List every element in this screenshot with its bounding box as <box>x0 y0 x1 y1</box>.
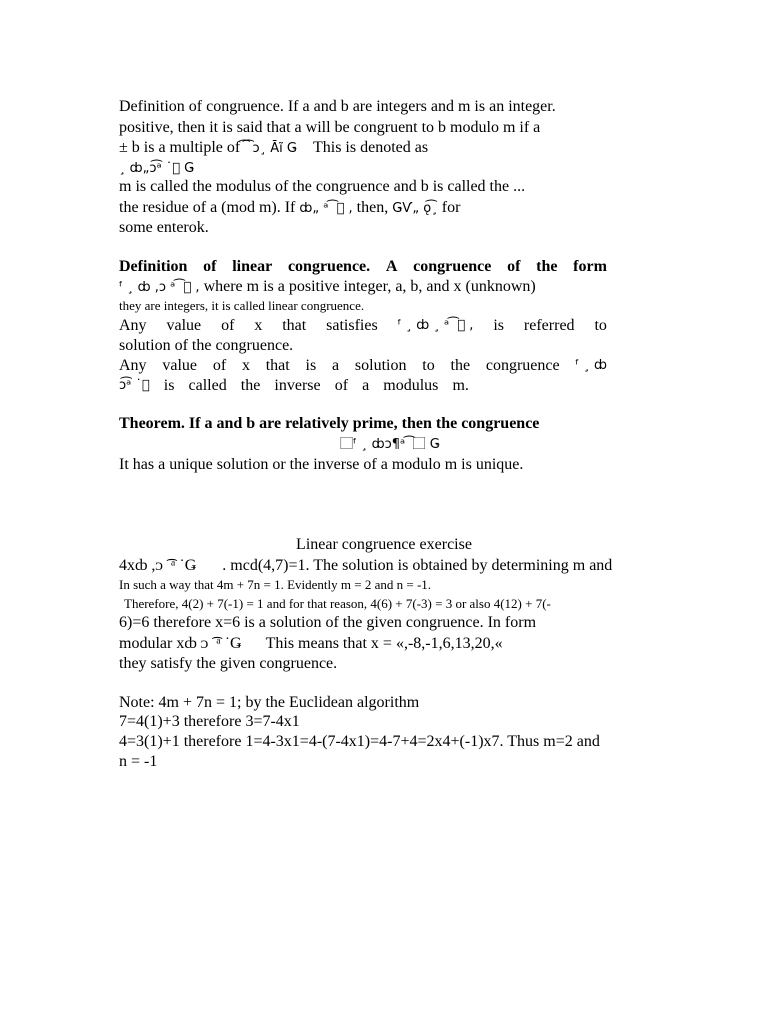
linear-congruence-heading <box>119 257 607 277</box>
word: is <box>493 317 504 334</box>
garbled-math-glyphs: ᶠ ¸ ȸ ,ᴐ ᵃ ͡ ⃞ , <box>119 280 200 295</box>
word: Any <box>119 317 147 334</box>
word: of <box>221 317 235 334</box>
garbled-math-glyphs: ᶠ ¸ ȸ ¸ ᵃ ͡ ⃞ , <box>397 318 474 333</box>
exercise-line-4: 6)=6 therefore x=6 is a solution of the given congruence. In form <box>119 614 537 631</box>
word: a <box>332 357 340 374</box>
congruence-definition-line-5: m is called the modulus of the congruence and b is called the ... <box>119 178 526 195</box>
word: referred <box>523 317 575 334</box>
garbled-math-glyphs: ȸ„ ᵃ ͡ ⃞ , <box>299 201 353 216</box>
word: linear <box>232 258 273 275</box>
word: form <box>573 258 607 275</box>
congruence-definition-line-6 <box>119 198 460 219</box>
theorem-statement: It has a unique solution or the inverse of a modulo m is unique. <box>119 456 524 473</box>
word: the <box>450 357 471 374</box>
garbled-math-glyphs: ⃞ᶠ ¸ ȸᴐ¶ᵃ ͡ ⃞ Ǥ <box>340 437 440 452</box>
note-line-3: 4=3(1)+1 therefore 1=4-3x1=4-(7-4x1)=4-7+4=2x4+(-1)x7. Thus m=2 and <box>119 733 600 750</box>
word: to <box>594 317 607 334</box>
word: the <box>536 258 558 275</box>
theorem-congruence <box>340 434 440 455</box>
linear-congruence-line-2 <box>119 277 536 298</box>
garbled-math-glyphs: 4xȸ ,ᴐ ͡ ᵃ ˙Ǥ <box>119 557 197 574</box>
note-line-2: 7=4(1)+3 therefore 3=7-4x1 <box>119 713 300 730</box>
word: A <box>385 258 398 275</box>
word: to <box>422 357 435 374</box>
linear-congruence-line-7 <box>119 376 469 396</box>
garbled-math-glyphs: ᴐ͡ᵃ ˙⃞ <box>119 378 150 393</box>
word: Definition <box>119 258 188 275</box>
word: that <box>282 317 307 334</box>
congruence-notation-line <box>119 158 194 179</box>
note-line-1: Note: 4m + 7n = 1; by the Euclidean algorithm <box>119 694 420 711</box>
text-segment: for <box>441 199 461 216</box>
word: of <box>212 357 227 374</box>
garbled-math-glyphs: ¸ ȸ„ᴐ͡ᵃ ˙⃞ Ǥ <box>119 161 195 176</box>
exercise-line-3: Therefore, 4(2) + 7(-1) = 1 and for that reason, 4(6) + 7(-3) = 3 or also 4(12) + 7(- <box>124 596 551 611</box>
word: value <box>166 317 202 334</box>
linear-congruence-line-5: solution of the congruence. <box>119 337 294 354</box>
garbled-math-glyphs: ͡ ͡ ᴐ¸ Ᾱĩ Ǥ <box>244 141 297 156</box>
exercise-line-5 <box>119 634 503 654</box>
theorem-heading: Theorem. If a and b are relatively prime, then the congruence <box>119 415 540 432</box>
word: m. <box>452 377 469 394</box>
congruence-definition-line-7: some enterok. <box>119 219 209 236</box>
word: congruence <box>413 258 492 275</box>
garbled-math-glyphs: modular xȸ ᴐ ͡ ᵃ ˙Ǥ <box>119 635 242 652</box>
word: a <box>362 377 370 394</box>
text-segment: ± b is a multiple of <box>119 139 241 156</box>
word: x <box>254 317 263 334</box>
exercise-title: Linear congruence exercise <box>296 536 472 553</box>
word: is <box>163 377 175 394</box>
exercise-line-2: In such a way that 4m + 7n = 1. Evidently m = 2 and n = -1. <box>119 577 432 592</box>
exercise-line-6: they satisfy the given congruence. <box>119 655 338 672</box>
word: that <box>265 357 290 374</box>
word: satisfies <box>326 317 378 334</box>
word: modulus <box>383 377 439 394</box>
congruence-definition-line-3 <box>119 138 428 159</box>
text-segment: , <box>384 199 389 216</box>
word: inverse <box>274 377 321 394</box>
word: solution <box>354 357 407 374</box>
word: is <box>305 357 317 374</box>
garbled-math-glyphs: ǤѴ„ ǫ͡¸ <box>392 201 438 216</box>
word: congruence. <box>287 258 371 275</box>
text-segment: then <box>356 199 385 216</box>
text-segment: where m is a positive integer, a, b, and x (unknown) <box>203 278 536 295</box>
word: of <box>203 258 217 275</box>
word: x <box>241 357 250 374</box>
word: the <box>240 377 261 394</box>
exercise-line-1 <box>119 556 612 576</box>
word: called <box>188 377 227 394</box>
congruence-definition-line-1: Definition of congruence. If a and b are integers and m is an integer. <box>119 98 556 115</box>
linear-congruence-line-3: they are integers, it is called linear congruence. <box>119 298 365 313</box>
note-line-4: n = -1 <box>119 753 158 770</box>
text-segment: This means that x = «,-8,-1,6,13,20,« <box>265 635 503 652</box>
congruence-definition-line-2: positive, then it is said that a will be congruent to b modulo m if a <box>119 119 541 136</box>
text-segment: This is denoted as <box>312 139 429 156</box>
text-segment: the residue of a (mod m). If <box>119 199 296 216</box>
word: of <box>334 377 349 394</box>
word: value <box>162 357 198 374</box>
garbled-math-glyphs: ᶠ ¸ ȸ <box>575 358 607 373</box>
linear-congruence-line-4 <box>119 316 607 336</box>
word: Any <box>119 357 147 374</box>
word: of <box>507 258 521 275</box>
word: congruence <box>485 357 560 374</box>
text-segment: . mcd(4,7)=1. The solution is obtained by determining m and <box>222 557 613 574</box>
linear-congruence-line-6 <box>119 356 607 376</box>
